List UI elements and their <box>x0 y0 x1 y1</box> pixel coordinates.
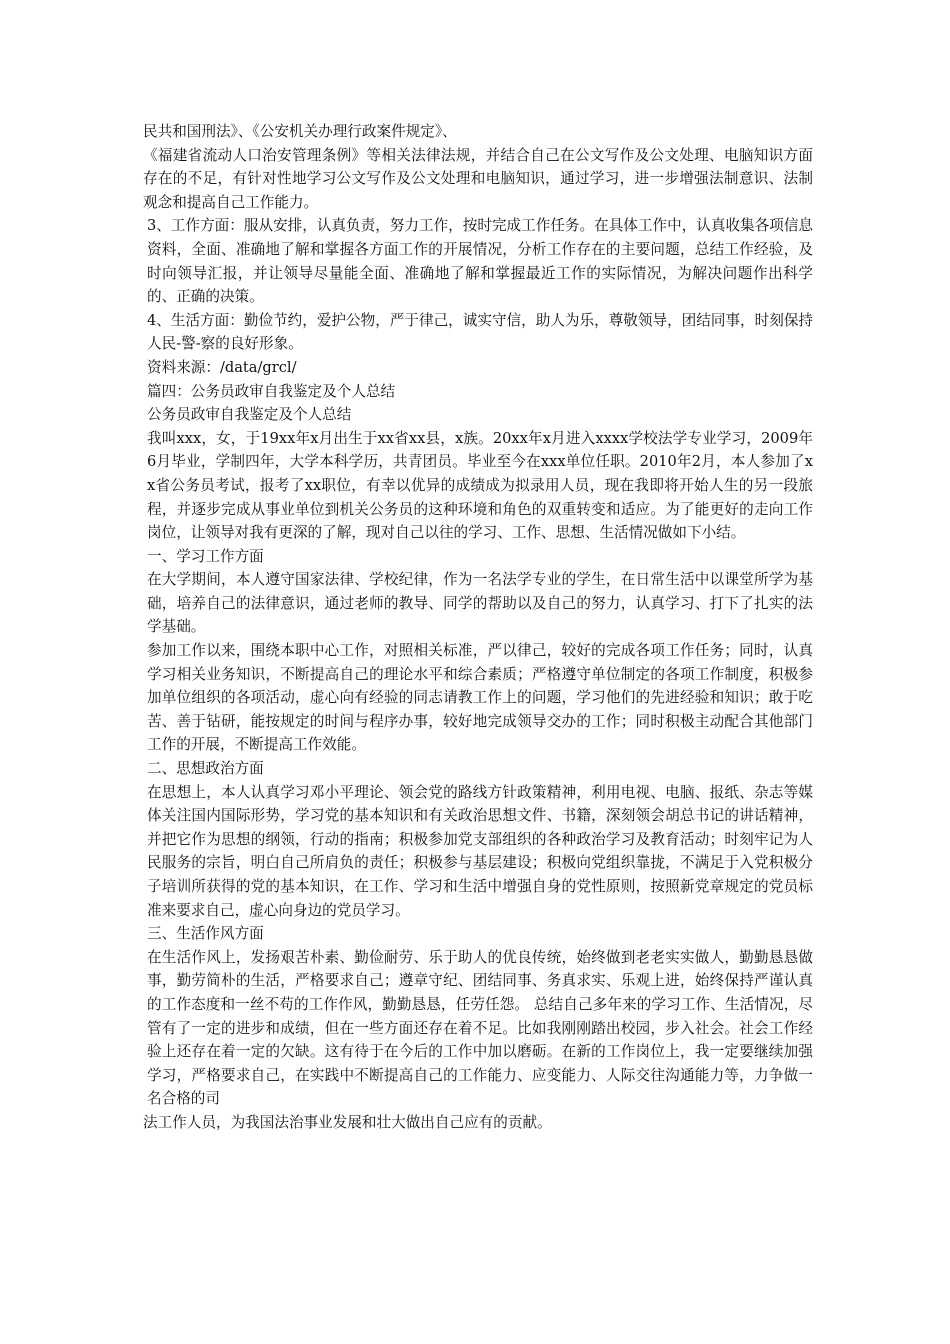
heading-study-work: 一、学习工作方面 <box>147 547 264 565</box>
paragraph-lifestyle: 在生活作风上，发扬艰苦朴素、勤俭耐劳、乐于助人的优良传统，始终做到老老实实做人，勤勤恳恳做事，勤劳简朴的生活，严格要求自己；遵章守纪、团结同事、务真求实、乐观上进，始终保持严谨认真的工作态度和一丝不苟的工作作风，勤勤恳恳，任劳任怨。 总结自己多年来的学习工作、生活情况，尽管有了一定的进步和成绩，但在一些方面还存在着不足。比如我刚刚踏出校园，步入社会。社会工作经验上还存在着一定的欠缺。这有待于在今后的工作中加以磨砺。在新的工作岗位上，我一定要继续加强学习，严格要求自己，在实践中不断提高自己的工作能力、应变能力、人际交往沟通能力等，力争做一名合格的司 <box>147 948 813 1108</box>
paragraph-political: 在思想上，本人认真学习邓小平理论、领会党的路线方针政策精神，利用电视、电脑、报纸、杂志等媒体关注国内国际形势，学习党的基本知识和有关政治思想文件、书籍，深刻领会胡总书记的讲话精神，并把它作为思想的纲领，行动的指南；积极参加党支部组织的各种政治学习及教育活动；时刻牢记为人民服务的宗旨，明白自己所肩负的责任；积极参与基层建设；积极向党组织靠拢，不满足于入党积极分子培训所获得的党的基本知识，在工作、学习和生活中增强自身的党性原则，按照新党章规定的党员标准来要求自己，虚心向身边的党员学习。 <box>147 783 813 919</box>
document-title: 公务员政审自我鉴定及个人总结 <box>147 406 352 424</box>
document-body <box>143 120 813 1135</box>
paragraph-work: 3、工作方面：服从安排，认真负责，努力工作，按时完成工作任务。在具体工作中，认真收集各项信息资料，全面、准确地了解和掌握各方面工作的开展情况，分析工作存在的主要问题，总结工作经验，及时向领导汇报，并让领导尽量能全面、准确地了解和掌握最近工作的实际情况，为解决问题作出科学的、正确的决策。 <box>147 217 814 306</box>
heading-lifestyle: 三、生活作风方面 <box>147 925 264 943</box>
paragraph-job: 参加工作以来，围绕本职中心工作，对照相关标准，严以律己，较好的完成各项工作任务；同时，认真学习相关业务知识，不断提高自己的理论水平和综合素质；严格遵守单位制定的各项工作制度，积极参加单位组织的各项活动，虚心向有经验的同志请教工作上的问题，学习他们的先进经验和知识；敢于吃苦、善于钻研，能按规定的时间与程序办事，较好地完成领导交办的工作；同时积极主动配合其他部门工作的开展，不断提高工作效能。 <box>147 642 813 754</box>
paragraph-2: 《福建省流动人口治安管理条例》等相关法律法规，并结合自己在公文写作及公文处理、电脑知识方面存在的不足，有针对性地学习公文写作及公文处理和电脑知识，通过学习，进一步增强法制意识、法制观念和提高自己工作能力。 <box>143 146 813 211</box>
paragraph-university: 在大学期间，本人遵守国家法律、学校纪律，作为一名法学专业的学生，在日常生活中以课堂所学为基础，培养自己的法律意识，通过老师的教导、同学的帮助以及自己的努力，认真学习、打下了扎实的法学基础。 <box>147 571 813 636</box>
section-title: 篇四：公务员政审自我鉴定及个人总结 <box>147 382 396 400</box>
paragraph-intro: 我叫xxx，女，于19xx年x月出生于xx省xx县，x族。20xx年x月进入xxxx学校法学专业学习，2009年6月毕业，学制四年，大学本科学历，共青团员。毕业至今在xxx单位任职。2010年2月，本人参加了xx省公务员考试，报考了xx职位，有幸以优异的成绩成为拟录用人员，现在我即将开始人生的另一段旅程，并逐步完成从事业单位到机关公务员的这种环境和角色的双重转变和适应。为了能更好的走向工作岗位，让领导对我有更深的了解，现对自己以往的学习、工作、思想、生活情况做如下小结。 <box>147 429 813 542</box>
paragraph-1: 民共和国刑法》、《公安机关办理行政案件规定》、 <box>143 123 457 140</box>
source-line: 资料来源：/data/grcl/ <box>147 358 297 376</box>
paragraph-life: 4、生活方面：勤俭节约，爱护公物，严于律己，诚实守信，助人为乐，尊敬领导，团结同事，时刻保持人民-警-察的良好形象。 <box>147 311 814 353</box>
heading-political: 二、思想政治方面 <box>147 760 264 778</box>
paragraph-closing: 法工作人员，为我国法治事业发展和壮大做出自己应有的贡献。 <box>143 1113 552 1131</box>
